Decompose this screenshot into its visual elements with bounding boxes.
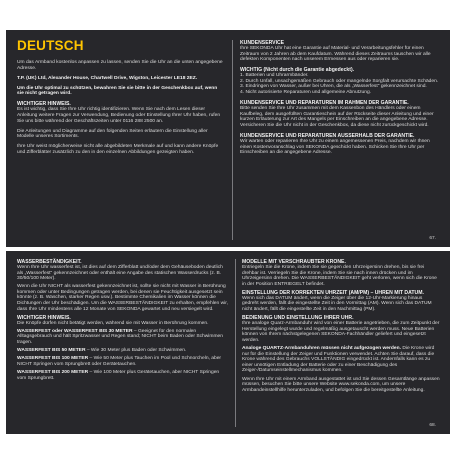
paragraph-body: – Wie 30 Meter plus Baden oder Schwimmen.: [85, 348, 187, 354]
paragraph: Ihre Uhr weist möglicherweise nicht alle abgebildeten Merkmale auf und kann andere Knöpfe und Zifferblätter zusätzlich zu den in den einzelnen Abbildungen gezeigten haben.: [17, 144, 219, 156]
section-heading: WICHTIGER HINWEIS.: [17, 314, 71, 321]
paragraph: Die Knöpfe dürfen nicht betätigt werden, während sie mit Wasser in Berührung kommen.: [17, 320, 209, 326]
paragraph: Wenn die Uhr NICHT als wasserfest gekennzeichnet ist, sollte sie nicht mit Wasser in Berührung kommen oder unter Bedingungen getragen werden, bei denen sie Feuchtigkeit ausgesetzt sein könnte (z. B. Waschen, starker Regen usw.). Bestimmte Chemikalien im Wasser können die Dichtungen der Uhr beschädigen. Um die WASSERBESTÄNDIGKEIT zu erhalten, empfehlen wir, dass Ihre Uhr mindestens alle 12 Monate von SEKONDA gewartet und neu versiegelt wird.: [17, 284, 228, 312]
manual-page-67: [6, 30, 450, 247]
paragraph-body: – Wie 100 Meter plus Gerätetauchen, aber NICHT Springen vom Sprungbrett.: [17, 369, 220, 381]
paragraph-body: – Wie 50 Meter plus Tauchen im Pool und Schnorcheln, aber NICHT Springen vom Sprungbrett oder Gerätetauchen.: [17, 356, 222, 367]
page-title: DEUTSCH: [17, 38, 84, 53]
column-divider: [232, 40, 233, 240]
column-divider: [235, 259, 236, 427]
paragraph: Um die Uhr optimal zu schützen, bewahren Sie sie bitte in der Geschenkbox auf, wenn sie nicht getragen wird.: [17, 85, 218, 97]
paragraph-lead: WASSERFEST BIS 100 METER: [17, 356, 89, 362]
paragraph: Ihre analoge Quarz-Armbanduhr wird von einer Batterie angetrieben, die zum Zeitpunkt der Herstellung eingelegt wurde und regelmäßig ausgetauscht werden muss. Neue Batterien können von Ihrem nächstgelegenen SEKONDA-Fachhändler geliefert und eingesetzt werden.: [242, 321, 440, 343]
paragraph: Entriegeln Sie die Krone, indem Sie sie gegen den Uhrzeigersinn drehen, bis sie frei drehbar ist. Verriegeln Sie die Krone, indem Sie sie nach innen drücken und im Uhrzeigersinn drehen. Die WASSERBESTÄNDIGKEIT geht verloren, wenn sich die Krone in der Position ENTRIEGELT befindet.: [242, 265, 437, 287]
paragraph-body: Die Krone wird nur für die Einstellung der Zeiger und Funktionen verwendet. Achten Sie darauf, dass die Krone während des Gebrauchs VOLLSTÄNDIG eingedrückt ist. Andernfalls kann es zu einer unnötigen Entladung der Batterie oder zu einer Beschädigung des Zeiger-/Datumseinstellmechanismus kommen.: [242, 346, 435, 374]
paragraph: Bitte senden Sie Ihre Uhr zusammen mit dem Kassenbon des Händlers oder einem Kaufbeleg, dem ausgefüllten Garantieschein auf der Rückseite dieser Anleitung und einer kurzen Erläuterung zur Art des Mangels per Einschreiben an die angegebene Adresse. Versicheren Sie die Uhr nicht in der Geschenkbox, da diese nicht zurückgeschickt wird.: [240, 106, 434, 128]
section-heading: EINSTELLUNG DER KORREKTEN UHRZEIT (AM/PM) – UHREN MIT DATUM.: [242, 289, 424, 296]
paragraph: T.P. (UK) Ltd, Alexander House, Chartwell Drive, Wigston, Leicester LE18 2EZ.: [17, 75, 198, 81]
paragraph: Wenn Ihre Uhr mit einem Armband ausgestattet ist und Sie dessen Gesamtlänge anpassen müssen, besuchen Sie bitte unsere Website www.sekonda.com, um unsere Armbandeinstellhilfe herunterzuladen, und befolgen Sie die bereitgestellte Anleitung.: [242, 376, 440, 393]
section-heading: MODELLE MIT VERSCHRAUBTER KRONE.: [242, 259, 346, 265]
paragraph: Wir warten oder reparieren Ihre Uhr zu einem angemessenen Preis, nachdem wir Ihnen einen Kostenvoranschlag von SEKONDA geschickt haben. Schicken Sie Ihre Uhr per Einschreiben an die angegebene Adresse.: [240, 139, 430, 156]
left-column: [17, 38, 223, 156]
paragraph: Wenn sich das DATUM ändert, wenn die Zeiger über die 12-Uhr-Markierung hinaus gedreht werden, fällt die eingestellte Zeit in den Vormittag (AM). Wenn sich das DATUM nicht ändert, fällt die eingestellte Zeit in den Nachmittag (PM).: [242, 295, 432, 313]
paragraph: [17, 329, 228, 346]
right-column: [242, 259, 440, 393]
section-heading: WASSERBESTÄNDIGKEIT.: [17, 259, 82, 265]
section-heading: BEDIENUNG UND EINSTELLUNG IHRER UHR.: [242, 315, 354, 322]
right-column: [240, 40, 440, 156]
paragraph: [242, 346, 440, 374]
paragraph-body: – Geeignet für den normalen Alltagsgebrauch und hält Spritzwasser und Regen stand; NICHT beim Baden oder Schwimmen tragen.: [17, 328, 223, 346]
paragraph: 3. Eindringen von Wasser, außer bei Uhren, die als „Wasserfest" gekennzeichnet sind.: [240, 84, 427, 90]
paragraph: [17, 370, 228, 381]
paragraph: [17, 356, 228, 367]
paragraph-lead: WASSERFEST BIS 50 METER: [17, 348, 86, 354]
paragraph: 2. Durch Unfall, unsachgemäßen Gebrauch oder mangelnde Sorgfalt verursachte Schäden.: [240, 78, 439, 84]
paragraph: Um das Armband kostenlos anpassen zu lassen, senden Sie die Uhr an die unten angegebene Adresse.: [17, 60, 223, 71]
paragraph: Die Anleitungen und Diagramme auf den folgenden Seiten erläutern die Einstellung aller Modelle unseres Sortiments.: [17, 128, 208, 140]
paragraph: Ihre SEKONDA Uhr hat eine Garantie auf Material- und Verarbeitungsfehler für einen Zeitraum von 2 Jahren ab dem Kaufdatum. Während dieses Zeitraums tauschen wir alle defekten Komponenten nach unserem Ermessen aus oder reparieren sie.: [240, 46, 431, 63]
paragraph: Es ist wichtig, dass Sie Ihre Uhr richtig identifizieren. Wenn Sie nach dem Lesen dieser Anleitung weitere Fragen zur Verwendung, Bedienung oder Einstellung Ihrer Uhr haben, rufen Sie uns bitte während der Geschäftszeiten unter 0116 288 2500 an.: [17, 107, 221, 124]
paragraph-lead: Analoge QUARTZ-Armbanduhren müssen nicht aufgezogen werden.: [242, 346, 401, 352]
section-heading: KUNDENSERVICE UND REPARATUREN IM RAHMEN DER GARANTIE.: [240, 100, 409, 107]
left-column: [17, 259, 228, 381]
paragraph: 1. Batterien und Uhrarmbänder.: [240, 73, 309, 79]
page-number: 67.: [429, 236, 436, 241]
section-heading: WICHTIGER HINWEIS.: [17, 101, 71, 108]
paragraph: 4. Nicht autorisierte Reparaturen und allgemeine Abnutzung.: [240, 90, 372, 96]
section-heading: WICHTIG (Nicht durch die Garantie abgedeckt).: [240, 67, 355, 74]
manual-page-68: [6, 251, 450, 434]
paragraph: Wenn Ihre Uhr wasserfest ist, ist dies auf dem Zifferblatt und/oder dem Gehäuseboden deutlich als „Wasserfest" gekennzeichnet oder enthält eine Angabe des statischen Wasserdrucks (z. B. 30/50/100 Meter).: [17, 265, 223, 282]
paragraph-lead: WASSERFEST oder WASSERFEST BIS 30 METER: [17, 328, 133, 334]
section-heading: KUNDENSERVICE: [240, 40, 285, 46]
section-heading: KUNDENSERVICE UND REPARATUREN AUSSERHALB DER GARANTIE.: [240, 133, 415, 140]
page-number: 68.: [429, 423, 436, 428]
paragraph-lead: WASSERFEST BIS 200 METER: [17, 369, 89, 375]
